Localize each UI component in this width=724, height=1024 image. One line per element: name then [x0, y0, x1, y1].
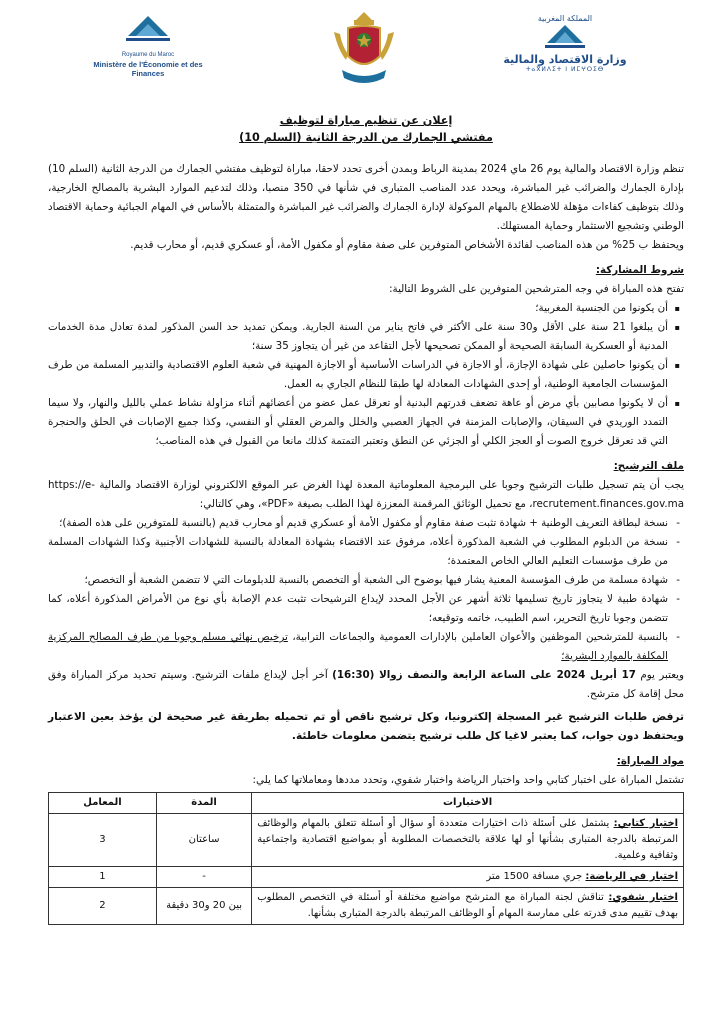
coefficient-cell: 1 [49, 867, 157, 888]
employees-text: بالنسبة للمترشحين الموظفين والأعوان العاملين بالإدارات العمومية والجماعات الترابية، [287, 631, 668, 643]
ministry-label-tifinagh: ⵜⴰⴳⵍⴷⵉⵜ ⵏ ⵍⵎⵖⵔⵉⴱ [525, 66, 605, 73]
test-description: تناقش لجنة المباراة مع المترشح مواضيع مختلفة أو أسئلة في التخصص المطلوب بهدف تقييم مدى قدرته على ممارسة المهام أو الوظائف المرتبطة بالدرجة المتبارى بشأنها. [257, 892, 678, 919]
conditions-lead: تفتح هذه المباراة في وجه المترشحين المتوفرين على الشروط التالية: [389, 283, 684, 295]
recruitment-url-link[interactable]: https://e-recrutement.finances.gov.ma [48, 479, 684, 510]
list-item: ▪ أن يكونوا حاصلين على شهادة الإجازة، أو الاجازة في الدراسات الأساسية أو الاجازة المهنية في شعبة العلوم الاقتصادية والتدبير المسلمة من طرف المؤسسات الجامعية الوطنية، أو إحدى الشهادات المعادلة لها طبقا للنظام الجاري به العمل. [48, 356, 668, 394]
test-cell [252, 814, 684, 867]
list-item [48, 628, 668, 666]
test-name: اختبار شفوي: [608, 892, 678, 903]
conditions-list [48, 299, 684, 451]
deadline-text-c: آخر أجل لإيداع ملفات الترشيح. وسيتم تحديد مركز المباراة وفق محل إقامة كل مترشح. [48, 669, 684, 700]
title-line-1: إعلان عن تنظيم مباراة لتوظيف [279, 114, 453, 127]
exam-table [48, 792, 684, 925]
ministry-label-ar: وزارة الاقتصاد والمالية [503, 53, 627, 66]
exam-lead: تشتمل المباراة على اختبار كتابي واحد واختبار الرياضة واختبار شفوي، وتحدد مددها ومعاملاتها كما يلي: [252, 774, 684, 786]
list-item: - نسخة من الدبلوم المطلوب في الشعبة المذكورة أعلاه، مرفوق عند الاقتضاء بشهادة المعادلة بالنسبة للشهادات الأجنبية وكذا الشهادات المسلمة من طرف مؤسسات التعليم العالي الخاص المعتمدة؛ [48, 533, 668, 571]
test-cell [252, 888, 684, 925]
list-item: - شهادة طبية لا يتجاوز تاريخ تسليمها ثلاثة أشهر عن الأجل المحدد لإيداع الترشيحات تثبت عدم الإصابة بأي نوع من الأمراض المذكورة أعلاه، كما تتضمن وجوبا تاريخ التحرير، اسم الطبيب، خاتمه وتوقيعه؛ [48, 590, 668, 628]
test-description: جري مسافة 1500 متر [486, 871, 586, 882]
announcement-body [48, 112, 684, 925]
application-file-heading: ملف الترشيح: [613, 460, 684, 472]
test-name: اختبار كتابي: [613, 818, 678, 829]
list-item: ▪ أن يبلغوا 21 سنة على الأقل و30 سنة على الأكثر في فاتح يناير من السنة الجارية. ويمكن تمديد حد السن المذكور لمدة تعادل مدة الخدمات المدنية أو العسكرية السابقة الصحيحة أو الممكن تصحيحها لأجل التقاعد من غير أن يتجاوز 35 سنة؛ [48, 318, 668, 356]
deadline-text-a: ويعتبر يوم [635, 669, 684, 681]
kingdom-label-ar: المملكة المغربية [537, 14, 593, 23]
lead-text-b: ، مع تحميل الوثائق المرقمنة المعززة لهذا الطلب بصيغة «PDF»، وهي كالتالي: [199, 498, 533, 510]
table-row [49, 888, 684, 925]
ministry-logo-ar [490, 14, 640, 84]
lead-text-a: يجب أن يتم تسجيل طلبات الترشيح وجوبا على البرمجية المعلوماتية المعدة لهذا الغرض عبر الموقع الالكتروني لوزارة الاقتصاد والمالية [94, 479, 684, 491]
exam-subjects-heading: مواد المباراة: [616, 755, 684, 767]
test-cell [252, 867, 684, 888]
coefficient-cell: 3 [49, 814, 157, 867]
reserved-posts-paragraph: ويحتفظ ب 25% من هذه المناصب لفائدة الأشخاص المتوفرين على صفة مقاوم أو مكفول الأمة، أو عسكري قديم، أو محارب قديم. [130, 239, 684, 251]
page-header [0, 0, 724, 100]
ministry-logo-mark-icon [535, 23, 595, 49]
ministry-label-fr: Ministère de l'Économie et des Finances [93, 60, 203, 78]
deadline-paragraph [48, 666, 684, 704]
final-authorization-text: ترخيص نهائي مسلم وجوبا من طرف المصالح المركزية المكلفة بالموارد البشرية؛ [48, 631, 668, 662]
kingdom-label: Royaume du Maroc [121, 52, 175, 58]
moroccan-coat-of-arms-icon [328, 10, 400, 90]
column-header-duration: المدة [156, 793, 251, 814]
column-header-tests: الاختبارات [252, 793, 684, 814]
duration-cell: بين 20 و30 دقيقة [156, 888, 251, 925]
title-line-2: مفتشي الجمارك من الدرجة الثانية (السلم 10) [239, 131, 493, 144]
list-item: ▪ أن لا يكونوا مصابين بأي مرض أو عاهة تضعف قدرتهم البدنية أو تعرقل عمل عضو من أعضائهم أثناء مزاولة نشاط عملي بالليل والنهار، ولا سيما التمدد الوريدي في السيقان، والإصابات المزمنة في الجهاز العصبي والخلل والمرض العقلي أو النفسي، وكذا جميع الإصابات في الحلق والحنجرة التي قد تعرقل خروج الصوت أو العجز الكلي أو الجزئي عن النطق وتعتبر التمتمة كذلك مانعا من القبول في هذه المناصب؛ [48, 394, 668, 451]
deadline-date: 17 أبريل 2024 على الساعة الرابعة والنصف زوالا (16:30) [332, 669, 636, 681]
list-item: ▪ أن يكونوا من الجنسية المغربية؛ [48, 299, 668, 318]
duration-cell: - [156, 867, 251, 888]
rejection-warning: ترفض طلبات الترشيح غير المسجلة إلكترونيا، وكل ترشيح ناقص أو تم تحميله بطريقة غير صحيحة لن يؤخذ بعين الاعتبار ويحتفظ دون جواب، كما يعتبر لاغيا كل طلب ترشيح يتضمن معلومات خاطئة. [48, 711, 684, 742]
intro-paragraph: تنظم وزارة الاقتصاد والمالية يوم 26 ماي 2024 بمدينة الرباط وبمدن أخرى تحدد لاحقا، مباراة لتوظيف مفتشي الجمارك من الدرجة الثانية (السلم 10) بإدارة الجمارك والضرائب غير المباشرة، ويحدد عدد المناصب المتبارى في شأنها في 350 منصبا، وذلك لتدعيم الموارد البشرية بالمصالح الخارجية، وذلك بتوظيف كفاءات مؤهلة للاضطلاع بالمهام الموكولة لإدارة الجمارك والضرائب غير المباشرة والمتمثلة بالأساس في المهام الجبائية وحماية الاقتصاد الوطني وتشجيع الاستثمار وحماية المستهلك. [48, 163, 684, 232]
table-row [49, 814, 684, 867]
table-header-row [49, 793, 684, 814]
ministry-logo-mark-icon [118, 14, 178, 48]
list-item: - نسخة لبطاقة التعريف الوطنية + شهادة تثبت صفة مقاوم أو مكفول الأمة أو عسكري قديم أو محارب قديم (بالنسبة للمتوفرين على هذه الصفة)؛ [48, 514, 668, 533]
test-name: اختبار في الرياضة: [585, 871, 678, 882]
test-description: يشتمل على أسئلة ذات اختيارات متعددة أو سؤال أو أسئلة تتعلق بالمهام والوظائف المرتبطة بالدرجة المتبارى بشأنها أو لها علاقة بالتخصصات المطلوبة أو بمواضيع اقتصادية واجتماعية وثقافية وعلمية. [257, 818, 678, 861]
page-title [48, 112, 684, 146]
documents-list [48, 514, 684, 666]
application-file-lead [48, 476, 684, 514]
table-row [49, 867, 684, 888]
conditions-heading: شروط المشاركة: [595, 264, 684, 276]
column-header-coefficient: المعامل [49, 793, 157, 814]
coefficient-cell: 2 [49, 888, 157, 925]
duration-cell: ساعتان [156, 814, 251, 867]
list-item: - شهادة مسلمة من طرف المؤسسة المعنية يشار فيها بوضوح الى الشعبة أو التخصص بالنسبة للدبلومات التي لا تتضمن الشعبة أو التخصص؛ [48, 571, 668, 590]
ministry-logo-fr [78, 14, 218, 84]
